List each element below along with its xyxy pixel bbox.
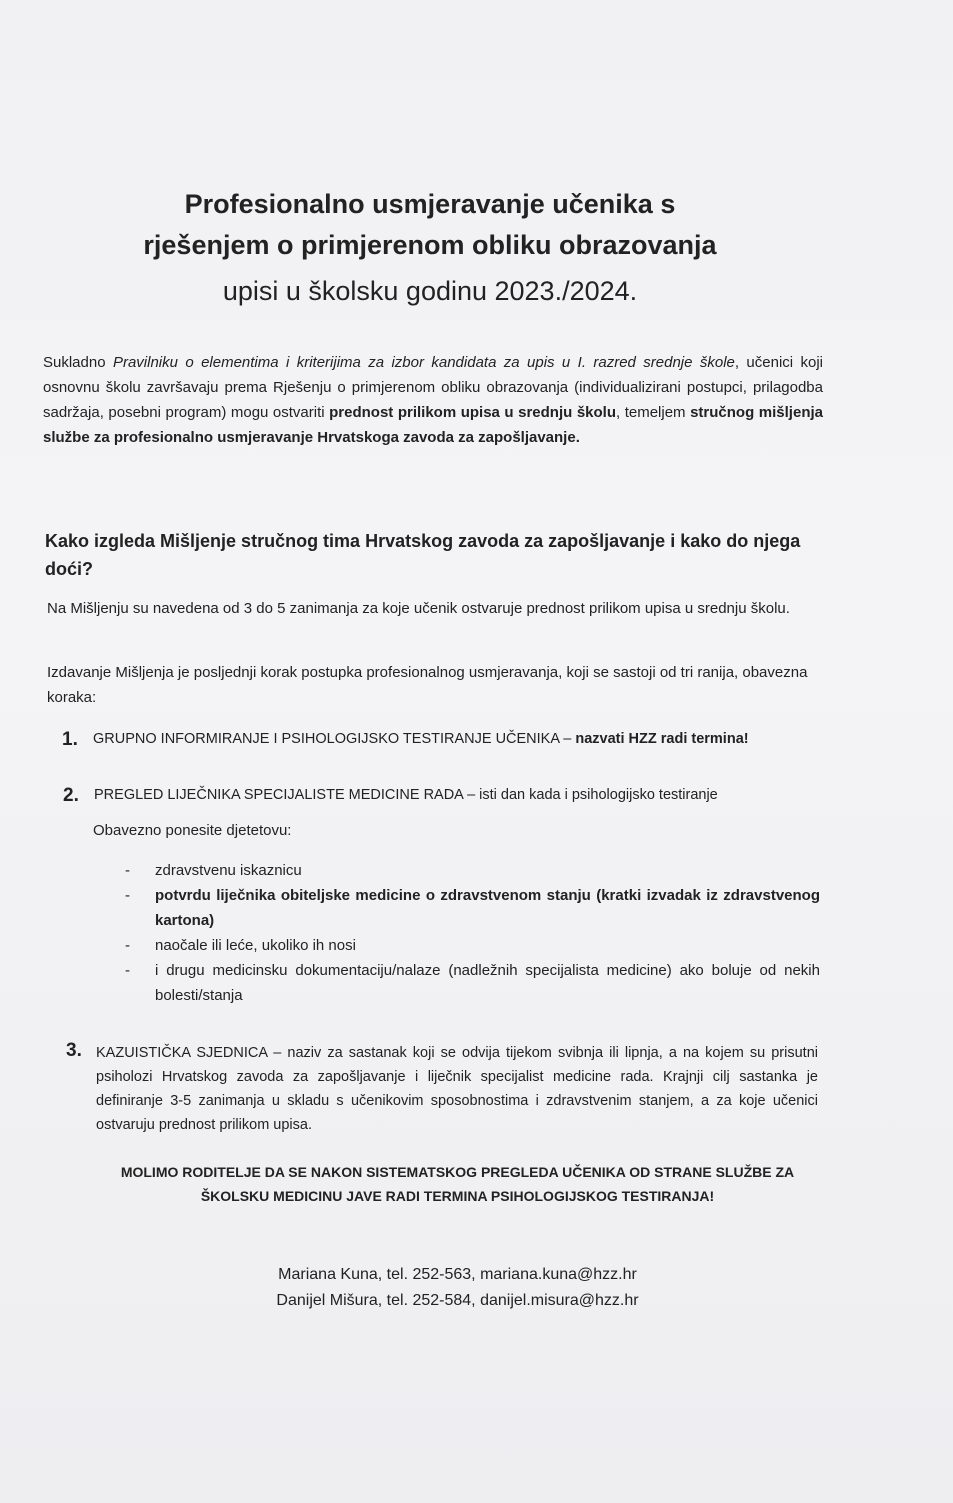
bring-label: Obavezno ponesite djetetovu: <box>93 822 292 839</box>
paragraph-steps-intro: Izdavanje Mišljenja je posljednji korak postupka profesionalnog usmjeravanja, koji se sastoji od tri ranija, obavezna koraka: <box>47 664 808 706</box>
list-item <box>125 858 820 883</box>
list-item <box>125 933 820 958</box>
list-item <box>125 958 820 1008</box>
list-item <box>125 883 820 933</box>
intro-paragraph <box>43 350 823 450</box>
intro-regulation-name: Pravilniku o elementima i kriterijima za izbor kandidata za upis u I. razred srednje škole <box>112 354 735 371</box>
documents-list <box>125 858 820 1008</box>
list-dash: - <box>125 962 130 979</box>
step-3-text: KAZUISTIČKA SJEDNICA – naziv za sastanak koji se odvija tijekom svibnja ili lipnja, a na kojem su prisutni psiholozi Hrvatskog zavoda za zapošljavanje i liječnik specijalist medicine rada. Krajnji cilj sastanka je definiranje 3-5 zanimanja u skladu s učenikovim sposobnostima i zdravstvenim stanjem, a za koje učenici ostvaruju prednost prilikom upisa. <box>96 1045 818 1133</box>
list-dash: - <box>125 887 130 904</box>
list-item-text: potvrdu liječnika obiteljske medicine o zdravstvenom stanju (kratki izvadak iz zdravstvenog kartona) <box>155 887 820 929</box>
list-item-text: naočale ili leće, ukoliko ih nosi <box>155 937 356 954</box>
title-line-3: upisi u školsku godinu 2023./2024. <box>222 276 638 306</box>
list-dash: - <box>125 937 130 954</box>
contact-mariana-kuna: Mariana Kuna, tel. 252-563, mariana.kuna@hzz.hr <box>278 1266 637 1283</box>
step-2-number: 2. <box>63 785 79 806</box>
step-3-number: 3. <box>66 1040 82 1061</box>
intro-text-3: , temeljem <box>616 404 691 421</box>
step-1-text <box>93 731 749 747</box>
step-2-text: PREGLED LIJEČNIKA SPECIJALISTE MEDICINE RADA – isti dan kada i psihologijsko testiranje <box>94 787 718 803</box>
intro-text-2: , učenici koji osnovnu školu završavaju prema Rješenju o primjerenom obliku obrazovanja (individualizirani postupci, prilagodba sadržaja, posebni program) mogu ostvariti <box>43 354 824 421</box>
title-line-2: rješenjem o primjerenom obliku obrazovanja <box>143 230 717 260</box>
contact-danijel-misura: Danijel Mišura, tel. 252-584, danijel.misura@hzz.hr <box>276 1292 639 1309</box>
parents-notice: MOLIMO RODITELJE DA SE NAKON SISTEMATSKOG PREGLEDA UČENIKA OD STRANE SLUŽBE ZA ŠKOLSKU MEDICINU JAVE RADI TERMINA PSIHOLOGIJSKOG TESTIRANJA! <box>120 1164 795 1204</box>
intro-advantage: prednost prilikom upisa u srednju školu <box>329 404 616 421</box>
list-dash: - <box>125 862 130 879</box>
intro-text-1: Sukladno <box>43 354 113 371</box>
step-1-number: 1. <box>62 729 78 750</box>
question-heading: Kako izgleda Mišljenje stručnog tima Hrvatskog zavoda za zapošljavanje i kako do njega doći? <box>45 531 801 579</box>
title-line-1: Profesionalno usmjeravanje učenika s <box>184 189 676 219</box>
list-item-text: i drugu medicinsku dokumentaciju/nalaze (nadležnih specijalista medicine) ako boluje od nekih bolesti/stanja <box>155 962 820 1004</box>
intro-service: stručnog mišljenja službe za profesionalno usmjeravanje Hrvatskoga zavoda za zapošljavanje. <box>43 404 823 446</box>
paragraph-occupations: Na Mišljenju su navedena od 3 do 5 zanimanja za koje učenik ostvaruje prednost prilikom upisa u srednju školu. <box>47 600 790 617</box>
step-1-label: GRUPNO INFORMIRANJE I PSIHOLOGIJSKO TESTIRANJE UČENIKA – <box>93 731 576 747</box>
list-item-text: zdravstvenu iskaznicu <box>155 862 302 879</box>
step-1-call-note: nazvati HZZ radi termina! <box>575 731 749 747</box>
